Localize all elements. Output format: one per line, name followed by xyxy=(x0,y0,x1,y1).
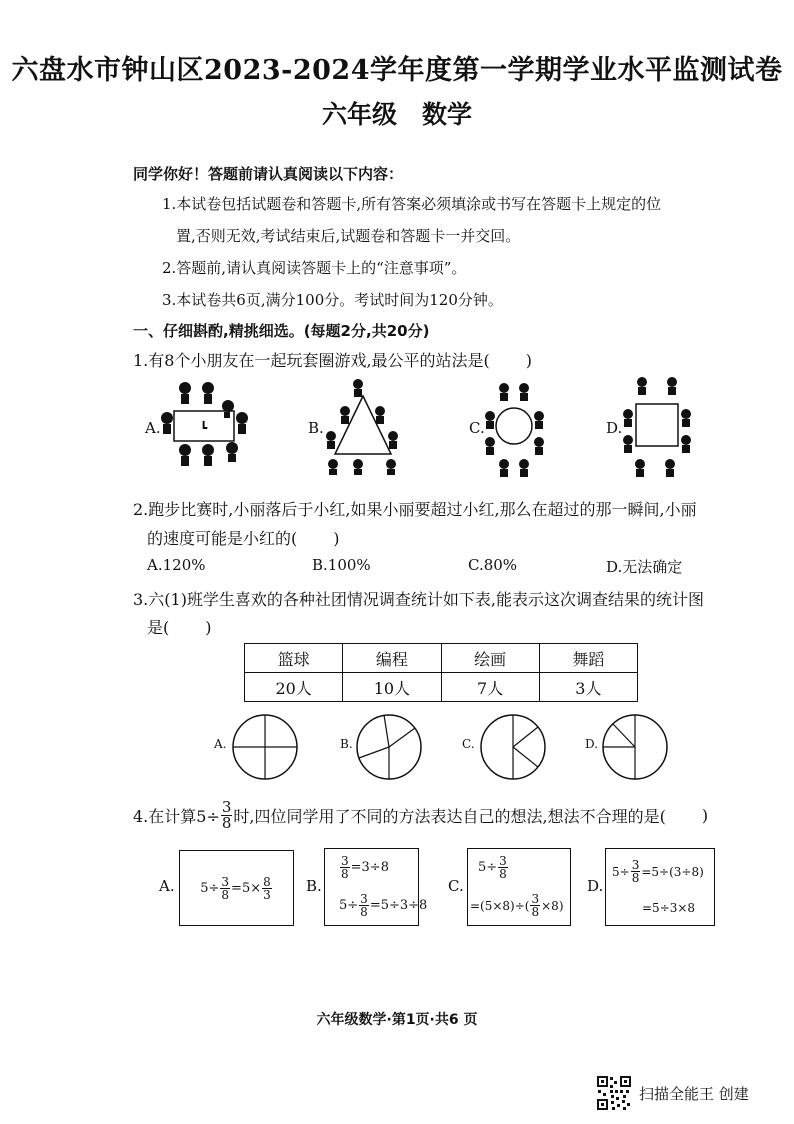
expr-text: 5÷ xyxy=(612,864,630,879)
q4-box-d xyxy=(605,848,715,926)
expr-text: 5÷ xyxy=(339,898,359,913)
q1-option-a: A. xyxy=(145,419,161,437)
table-cell: 20人 xyxy=(245,673,343,702)
page-footer: 六年级数学·第1页·共6 页 xyxy=(316,1012,478,1028)
expr-text: =5÷3÷8 xyxy=(369,898,428,913)
q1-option-c: C. xyxy=(469,419,485,437)
question-1-text: 1.有8个小朋友在一起玩套圈游戏,最公平的站法是( xyxy=(133,351,490,370)
expr-line xyxy=(339,893,427,918)
instruction-1a: 1.本试卷包括试题卷和答题卡,所有答案必须填涂或书写在答题卡上规定的位 xyxy=(162,195,662,213)
expr-text: ×8) xyxy=(541,898,564,913)
expr-line xyxy=(478,855,509,880)
question-3-line1: 3.六(1)班学生喜欢的各种社团情况调查统计如下表,能表示这次调查结果的统计图 xyxy=(133,590,705,609)
expr-text: =(5×8)÷( xyxy=(470,898,530,913)
q4-option-a: A. xyxy=(159,877,175,895)
q4-box-b xyxy=(324,848,428,926)
fraction-denominator: 3 xyxy=(263,887,271,902)
q2-option-c: C.80% xyxy=(468,556,518,574)
exam-title: 六盘水市钟山区2023-2024学年度第一学期学业水平监测试卷 xyxy=(11,55,783,86)
instruction-3: 3.本试卷共6页,满分100分。考试时间为120分钟。 xyxy=(162,291,503,309)
svg-text:┗: ┗ xyxy=(200,421,208,435)
question-4-text-pre: 4.在计算5÷ xyxy=(133,807,220,826)
fraction-denominator: 8 xyxy=(531,905,540,919)
exam-subtitle: 六年级 数学 xyxy=(321,100,472,129)
question-1-close: ) xyxy=(525,351,533,370)
q4-box-c xyxy=(467,848,571,926)
fraction-numerator: 3 xyxy=(360,892,368,906)
q2-option-a: A.120% xyxy=(147,556,206,574)
expr-fraction xyxy=(340,855,350,880)
q3-pie-b xyxy=(354,712,424,782)
fraction-numerator: 3 xyxy=(531,892,540,906)
table-header-cell: 编程 xyxy=(343,644,441,673)
q3-option-b: B. xyxy=(340,737,353,751)
question-4-fraction xyxy=(221,800,233,831)
expr-fraction xyxy=(530,893,540,918)
question-3-close: ) xyxy=(205,618,212,637)
expr-line xyxy=(470,893,564,918)
expr-line: =5÷3×8 xyxy=(642,901,696,915)
expr-fraction xyxy=(262,876,272,901)
q1-figure-b-triangle xyxy=(323,376,403,476)
instruction-2: 2.答题前,请认真阅读答题卡上的“注意事项”。 xyxy=(162,259,467,277)
fraction-numerator: 3 xyxy=(631,858,640,872)
question-4-text-post: 时,四位同学用了不同的方法表达自己的想法,想法不合理的是( xyxy=(233,807,666,826)
expr-text: =5× xyxy=(231,880,262,896)
fraction-denominator: 8 xyxy=(221,887,230,902)
table-header-row xyxy=(245,644,638,673)
q1-figure-c-circle xyxy=(482,380,547,480)
question-4-close: ) xyxy=(701,806,709,825)
question-3-text: 是( xyxy=(147,618,170,637)
table-header-cell: 篮球 xyxy=(245,644,343,673)
question-2-text: 的速度可能是小红的( xyxy=(147,529,298,548)
q1-option-b: B. xyxy=(308,419,324,437)
q3-option-c: C. xyxy=(462,737,475,751)
expr-text: =5÷(3÷8) xyxy=(641,864,704,879)
table-cell: 3人 xyxy=(539,673,637,702)
question-2-line2 xyxy=(147,526,340,549)
fraction-numerator: 3 xyxy=(221,798,232,816)
q2-option-b: B.100% xyxy=(312,556,371,574)
question-4 xyxy=(133,800,708,831)
qr-code-icon xyxy=(596,1075,632,1111)
fraction-denominator: 8 xyxy=(631,871,640,885)
question-2-close: ) xyxy=(333,529,340,548)
expr-text: =3÷8 xyxy=(350,860,389,875)
expr-line xyxy=(612,859,704,884)
fraction-numerator: 8 xyxy=(263,874,271,889)
q1-option-d: D. xyxy=(606,419,623,437)
scanner-watermark: 扫描全能王 创建 xyxy=(639,1085,749,1103)
section-1-title: 一、仔细斟酌,精挑细选。(每题2分,共20分) xyxy=(133,322,430,340)
q3-pie-d xyxy=(600,712,670,782)
fraction-numerator: 3 xyxy=(221,874,230,889)
q4-option-b: B. xyxy=(306,877,322,895)
q4-option-c: C. xyxy=(448,877,464,895)
question-1 xyxy=(133,348,532,371)
instruction-1b: 置,否则无效,考试结束后,试题卷和答题卡一并交回。 xyxy=(176,227,521,245)
fraction-denominator: 8 xyxy=(341,867,349,881)
question-2-line1: 2.跑步比赛时,小丽落后于小红,如果小丽要超过小红,那么在超过的那一瞬间,小丽 xyxy=(133,500,697,519)
expr-text: 5÷ xyxy=(478,860,498,875)
expr-fraction xyxy=(220,876,230,901)
table-row xyxy=(245,673,638,702)
table-cell: 7人 xyxy=(441,673,539,702)
q4-option-d: D. xyxy=(587,877,604,895)
expr-text: 5÷ xyxy=(200,880,220,896)
fraction-denominator: 8 xyxy=(221,814,232,832)
q1-figure-d-square xyxy=(622,374,692,482)
expr-fraction xyxy=(498,855,508,880)
expr-fraction xyxy=(631,859,641,884)
q2-option-d: D.无法确定 xyxy=(606,558,683,576)
instructions-greeting: 同学你好！答题前请认真阅读以下内容： xyxy=(133,165,404,183)
fraction-denominator: 8 xyxy=(499,867,507,881)
table-header-cell: 绘画 xyxy=(441,644,539,673)
fraction-denominator: 8 xyxy=(360,905,368,919)
club-survey-table xyxy=(244,643,638,702)
q3-option-d: D. xyxy=(585,737,599,751)
q3-pie-c xyxy=(478,712,548,782)
fraction-numerator: 3 xyxy=(341,854,349,868)
expr-line xyxy=(339,855,389,880)
fraction-numerator: 3 xyxy=(499,854,507,868)
q3-option-a: A. xyxy=(214,737,227,751)
question-3-line2 xyxy=(147,615,212,638)
q4-box-a xyxy=(179,850,294,926)
q3-pie-a xyxy=(230,712,300,782)
q1-figure-a-rectangle xyxy=(160,378,250,478)
expr-fraction xyxy=(359,893,369,918)
table-header-cell: 舞蹈 xyxy=(539,644,637,673)
table-cell: 10人 xyxy=(343,673,441,702)
